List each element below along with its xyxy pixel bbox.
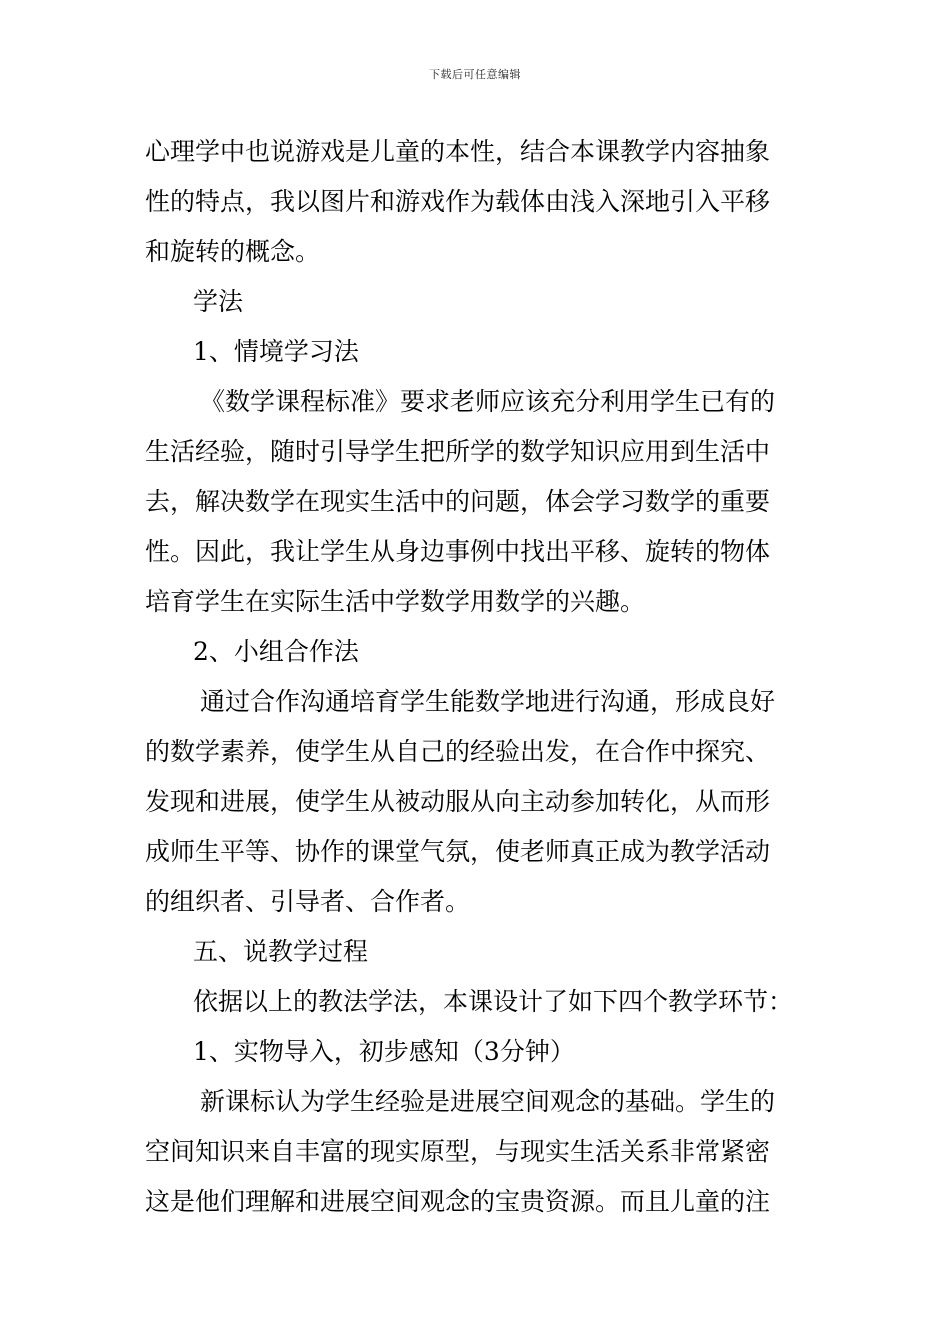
paragraph-line: 依据以上的教法学法，本课设计了如下四个教学环节：	[193, 987, 794, 1016]
section-heading: 学法	[193, 287, 244, 316]
paragraph-line: 成师生平等、协作的课堂气氛，使老师真正成为教学活动	[145, 837, 771, 866]
paragraph-line: 《数学课程标准》要求老师应该充分利用学生已有的	[200, 387, 776, 416]
page-header: 下载后可任意编辑	[429, 68, 521, 81]
section-heading: 五、说教学过程	[193, 937, 369, 966]
document-body	[145, 127, 805, 1227]
paragraph-line: 性。因此，我让学生从身边事例中找出平移、旋转的物体	[145, 537, 771, 566]
subsection-heading: 2、小组合作法	[193, 637, 359, 666]
paragraph-line: 去，解决数学在现实生活中的问题，体会学习数学的重要	[145, 487, 771, 516]
subsection-heading: 1、实物导入，初步感知（3分钟）	[193, 1037, 575, 1066]
paragraph-line: 发现和进展，使学生从被动服从向主动参加转化，从而形	[145, 787, 771, 816]
paragraph-line: 通过合作沟通培育学生能数学地进行沟通，形成良好	[200, 687, 776, 716]
paragraph-line: 这是他们理解和进展空间观念的宝贵资源。而且儿童的注	[145, 1187, 771, 1216]
paragraph-line: 空间知识来自丰富的现实原型，与现实生活关系非常紧密	[145, 1137, 771, 1166]
subsection-heading: 1、情境学习法	[193, 337, 359, 366]
paragraph-line: 的组织者、引导者、合作者。	[145, 887, 471, 916]
paragraph-line: 新课标认为学生经验是进展空间观念的基础。学生的	[200, 1087, 776, 1116]
paragraph-line: 心理学中也说游戏是儿童的本性，结合本课教学内容抽象	[145, 137, 771, 166]
paragraph-line: 生活经验，随时引导学生把所学的数学知识应用到生活中	[145, 437, 771, 466]
paragraph-line: 的数学素养，使学生从自己的经验出发，在合作中探究、	[145, 737, 771, 766]
paragraph-line: 性的特点，我以图片和游戏作为载体由浅入深地引入平移	[145, 187, 771, 216]
paragraph-line: 和旋转的概念。	[145, 237, 321, 266]
paragraph-line: 培育学生在实际生活中学数学用数学的兴趣。	[145, 587, 646, 616]
